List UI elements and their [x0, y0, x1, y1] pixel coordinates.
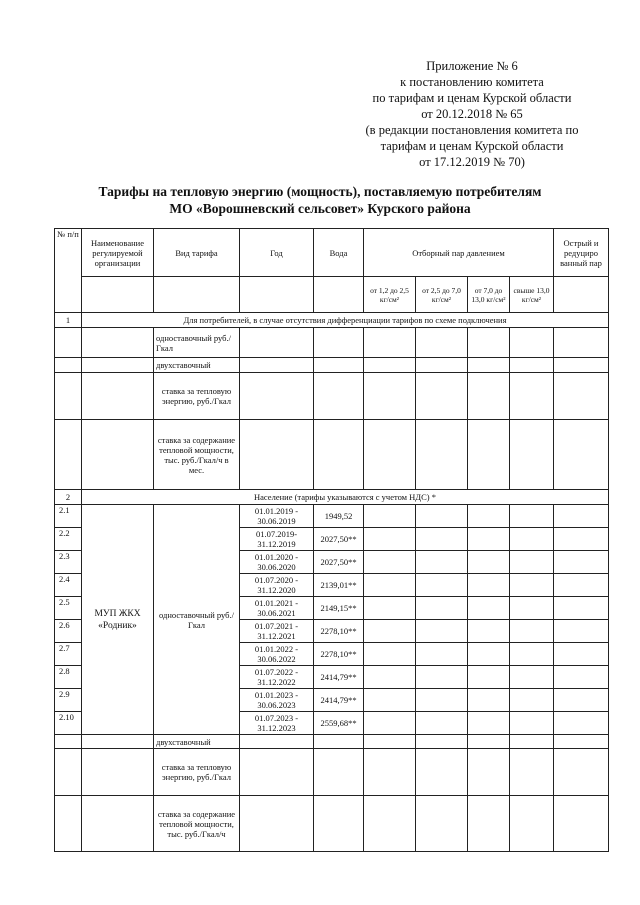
- tariff-kind: одноставочный руб./Гкал: [154, 328, 240, 358]
- water-value: 2414,79**: [314, 689, 364, 712]
- tariff-kind: двухставочный: [154, 358, 240, 373]
- title-line-2: МО «Ворошневский сельсовет» Курского района: [169, 201, 471, 216]
- row-num: 2.2: [55, 528, 82, 551]
- water-value: 2149,15**: [314, 597, 364, 620]
- period: 01.07.2023 - 31.12.2023: [240, 712, 314, 735]
- period: 01.07.2020 - 31.12.2020: [240, 574, 314, 597]
- header-kind: Вид тарифа: [154, 229, 240, 277]
- org-name: МУП ЖКХ «Родник»: [82, 505, 154, 735]
- annex-line: тарифам и ценам Курской области: [380, 139, 564, 153]
- water-value: 1949,52: [314, 505, 364, 528]
- annex-block: [352, 58, 592, 170]
- empty-cell: [240, 277, 314, 313]
- section-title: Население (тарифы указываются с учетом НДС) *: [82, 490, 609, 505]
- water-value: 2559,68**: [314, 712, 364, 735]
- header-steam-2: от 2,5 до 7,0 кг/см²: [416, 277, 468, 313]
- row-num: 2.7: [55, 643, 82, 666]
- row-num: 2.8: [55, 666, 82, 689]
- period: 01.07.2022 - 31.12.2022: [240, 666, 314, 689]
- period: 01.01.2020 - 30.06.2020: [240, 551, 314, 574]
- header-org: Наименование регулируемой организации: [82, 229, 154, 277]
- period: 01.01.2021 - 30.06.2021: [240, 597, 314, 620]
- row-num: 2.9: [55, 689, 82, 712]
- empty-cell: [154, 277, 240, 313]
- empty-cell: [314, 277, 364, 313]
- annex-line: Приложение № 6: [426, 59, 518, 73]
- document-title: [40, 183, 600, 217]
- tariff-kind: ставка за содержание тепловой мощности, тыс. руб./Гкал/ч в мес.: [154, 420, 240, 490]
- water-value: 2027,50**: [314, 551, 364, 574]
- row-num: 2.10: [55, 712, 82, 735]
- header-steam: Отборный пар давлением: [364, 229, 554, 277]
- water-value: 2414,79**: [314, 666, 364, 689]
- period: 01.01.2023 - 30.06.2023: [240, 689, 314, 712]
- tariff-kind: ставка за содержание тепловой мощности, тыс. руб./Гкал/ч: [154, 796, 240, 852]
- section-num: 1: [55, 313, 82, 328]
- header-num: № п/п: [55, 229, 82, 313]
- annex-line: по тарифам и ценам Курской области: [372, 91, 572, 105]
- title-line-1: Тарифы на тепловую энергию (мощность), поставляемую потребителям: [98, 184, 542, 199]
- water-value: 2139,01**: [314, 574, 364, 597]
- tariff-kind: двухставочный: [154, 735, 240, 749]
- header-water: Вода: [314, 229, 364, 277]
- header-steam-4: свыше 13,0 кг/см²: [510, 277, 554, 313]
- water-value: 2027,50**: [314, 528, 364, 551]
- period: 01.01.2019 - 30.06.2019: [240, 505, 314, 528]
- row-num: 2.4: [55, 574, 82, 597]
- annex-line: от 20.12.2018 № 65: [421, 107, 523, 121]
- annex-line: (в редакции постановления комитета по: [365, 123, 579, 137]
- empty-cell: [82, 277, 154, 313]
- row-num: 2.5: [55, 597, 82, 620]
- water-value: 2278,10**: [314, 620, 364, 643]
- period: 01.07.2019- 31.12.2019: [240, 528, 314, 551]
- empty-cell: [554, 277, 609, 313]
- row-num: 2.3: [55, 551, 82, 574]
- row-num: 2.6: [55, 620, 82, 643]
- water-value: 2278,10**: [314, 643, 364, 666]
- header-steam-3: от 7,0 до 13,0 кг/см²: [468, 277, 510, 313]
- header-steam-1: от 1,2 до 2,5 кг/см²: [364, 277, 416, 313]
- annex-line: к постановлению комитета: [400, 75, 544, 89]
- tariff-kind: ставка за тепловую энергию, руб./Гкал: [154, 749, 240, 796]
- period: 01.07.2021 - 31.12.2021: [240, 620, 314, 643]
- section-num: 2: [55, 490, 82, 505]
- tariff-kind: ставка за тепловую энергию, руб./Гкал: [154, 373, 240, 420]
- tariff-kind: одноставочный руб./Гкал: [154, 505, 240, 735]
- header-sharp: Острый и редуциро ванный пар: [554, 229, 609, 277]
- header-year: Год: [240, 229, 314, 277]
- tariff-table: [54, 228, 609, 852]
- section-title: Для потребителей, в случае отсутствия дифференциации тарифов по схеме подключения: [82, 313, 609, 328]
- period: 01.01.2022 - 30.06.2022: [240, 643, 314, 666]
- annex-line: от 17.12.2019 № 70): [419, 155, 525, 169]
- row-num: 2.1: [55, 505, 82, 528]
